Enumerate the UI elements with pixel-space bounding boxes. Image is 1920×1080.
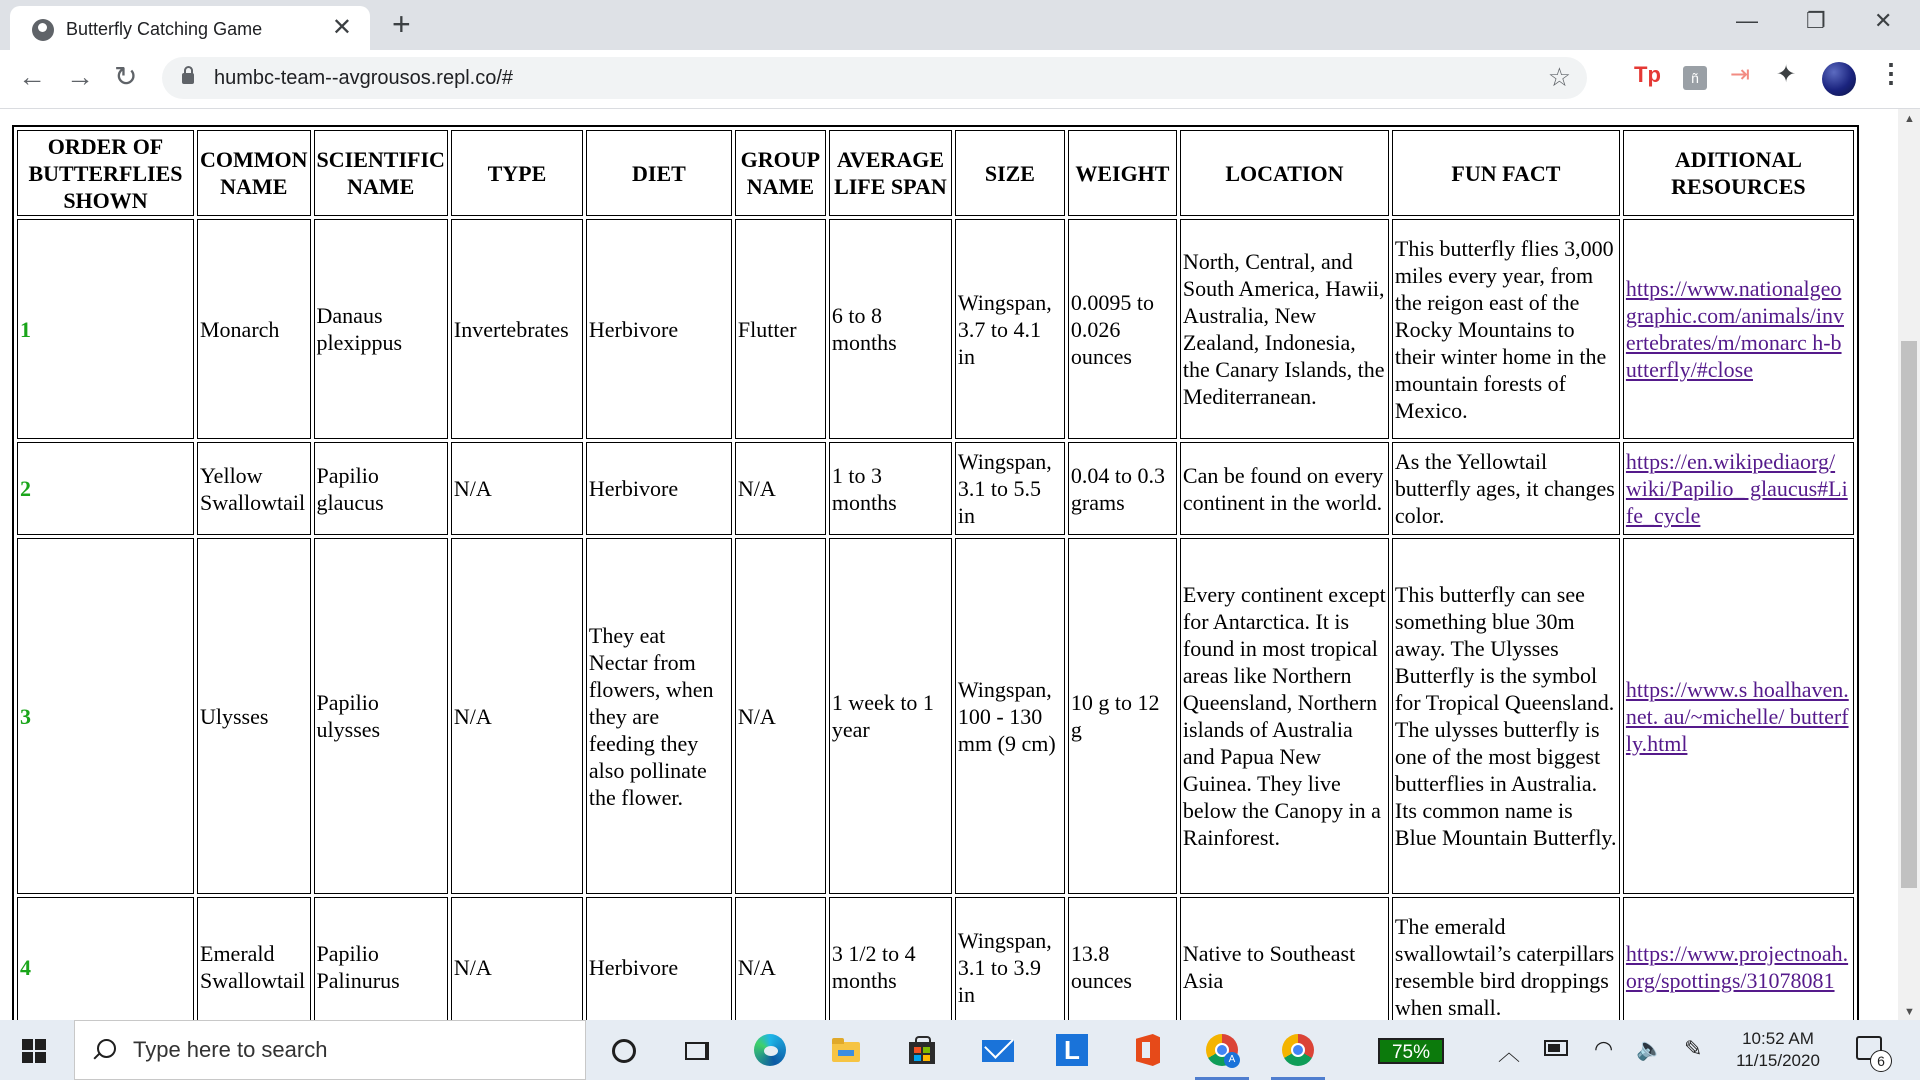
table-row (17, 442, 1854, 535)
cell-common-name: Emerald Swallowtail (197, 897, 311, 1020)
header-scientific-name: SCIENTIFIC NAME (314, 130, 448, 216)
browser-menu-icon[interactable]: ⋮ (1878, 58, 1904, 88)
header-location: LOCATION (1180, 130, 1389, 216)
forward-arrow-icon[interactable]: → (66, 61, 94, 92)
red-extension-icon[interactable]: ⇥ (1730, 61, 1751, 88)
windows-taskbar (0, 1020, 1920, 1080)
cell-location: North, Central, and South America, Hawii, Australia, New Zealand, Indonesia, the Canary Islands, the Mediterranean. (1180, 219, 1389, 439)
cell-order: 3 (17, 538, 194, 894)
cell-life-span: 3 1/2 to 4 months (829, 897, 952, 1020)
header-type: TYPE (451, 130, 583, 216)
chrome-profile-icon[interactable]: A (1206, 1034, 1238, 1066)
page-scrollbar[interactable] (1898, 109, 1920, 1020)
cell-group-name: N/A (735, 538, 826, 894)
browser-toolbar (0, 50, 1920, 109)
lock-icon[interactable] (182, 73, 194, 84)
scroll-up-arrow-icon[interactable]: ▲ (1904, 113, 1915, 125)
cell-size: Wingspan, 3.1 to 3.9 in (955, 897, 1065, 1020)
wifi-icon[interactable]: ◠ (1594, 1036, 1614, 1061)
reload-icon[interactable]: ↻ (114, 61, 138, 92)
cell-diet: Herbivore (586, 897, 732, 1020)
header-size: SIZE (955, 130, 1065, 216)
tab-close-icon[interactable]: ✕ (331, 14, 352, 41)
header-weight: WEIGHT (1068, 130, 1177, 216)
url-text[interactable]: humbc-team--avgrousos.repl.co/# (214, 67, 514, 89)
cell-order: 2 (17, 442, 194, 535)
grey-extension-icon[interactable]: ñ (1683, 66, 1707, 90)
browser-tab[interactable] (10, 6, 370, 50)
table-header-row (17, 130, 1854, 216)
header-resources: ADITIONAL RESOURCES (1623, 130, 1854, 216)
volume-icon[interactable]: 🔈 (1636, 1036, 1664, 1061)
cell-order: 1 (17, 219, 194, 439)
maximize-icon[interactable]: ❐ (1806, 8, 1826, 33)
cell-location: Every continent except for Antarctica. It is found in most tropical areas like Northern Queensland, Northern islands of Australia and Papua New Guinea. They live below the Canopy in a Rainforest. (1180, 538, 1389, 894)
header-group-name: GROUP NAME (735, 130, 826, 216)
cell-life-span: 1 to 3 months (829, 442, 952, 535)
cortana-icon[interactable] (608, 1034, 640, 1066)
cell-life-span: 6 to 8 months (829, 219, 952, 439)
resource-link[interactable]: https://www.s hoalhaven.net. au/~michelle/ butterfly.html (1625, 676, 1849, 756)
clock-time: 10:52 AM (1742, 1029, 1814, 1048)
tab-title: Butterfly Catching Game (66, 19, 263, 39)
cell-resource (1623, 219, 1854, 439)
tp-extension-icon[interactable]: Tp (1634, 62, 1661, 87)
cell-weight: 0.0095 to 0.026 ounces (1068, 219, 1177, 439)
bookmark-star-icon[interactable]: ☆ (1547, 62, 1571, 92)
cell-type: N/A (451, 897, 583, 1020)
header-life-span: AVERAGE LIFE SPAN (829, 130, 952, 216)
edge-browser-icon[interactable] (754, 1034, 786, 1066)
resource-link[interactable]: https://www.nationalgeographic.com/animals/invertebrates/m/monarc h-butterfly/#close (1625, 276, 1845, 382)
table-row (17, 538, 1854, 894)
search-icon (97, 1039, 116, 1058)
cell-location: Native to Southeast Asia (1180, 897, 1389, 1020)
battery-icon[interactable] (1544, 1040, 1568, 1056)
cell-group-name: N/A (735, 897, 826, 1020)
windows-start-icon[interactable] (22, 1039, 46, 1063)
cell-diet: Herbivore (586, 442, 732, 535)
page-viewport (0, 109, 1898, 1020)
tab-strip (0, 0, 1920, 50)
chrome-icon[interactable] (1282, 1034, 1314, 1066)
cell-common-name: Monarch (197, 219, 311, 439)
cell-fun-fact: The emerald swallowtail’s caterpillars resemble bird droppings when small. (1392, 897, 1620, 1020)
cell-size: Wingspan, 100 - 130 mm (9 cm) (955, 538, 1065, 894)
cell-diet: They eat Nectar from flowers, when they are feeding they also pollinate the flower. (586, 538, 732, 894)
cell-common-name: Ulysses (197, 538, 311, 894)
butterfly-table (12, 125, 1859, 1020)
profile-avatar[interactable] (1822, 62, 1856, 96)
cell-weight: 0.04 to 0.3 grams (1068, 442, 1177, 535)
l-app-icon[interactable]: L (1056, 1034, 1088, 1066)
cell-type: Invertebrates (451, 219, 583, 439)
cell-type: N/A (451, 538, 583, 894)
scroll-thumb[interactable] (1901, 341, 1917, 888)
office-icon[interactable] (1132, 1034, 1164, 1066)
header-diet: DIET (586, 130, 732, 216)
cell-scientific-name: Papilio Palinurus (314, 897, 448, 1020)
cell-group-name: N/A (735, 442, 826, 535)
cell-resource (1623, 442, 1854, 535)
task-view-icon[interactable] (680, 1034, 712, 1066)
cell-fun-fact: As the Yellowtail butterfly ages, it changes color. (1392, 442, 1620, 535)
cell-life-span: 1 week to 1 year (829, 538, 952, 894)
file-explorer-icon[interactable] (830, 1034, 862, 1066)
header-common-name: COMMON NAME (197, 130, 311, 216)
taskbar-clock[interactable] (1722, 1028, 1834, 1072)
cell-size: Wingspan, 3.7 to 4.1 in (955, 219, 1065, 439)
cell-resource (1623, 897, 1854, 1020)
cell-common-name: Yellow Swallowtail (197, 442, 311, 535)
cell-weight: 10 g to 12 g (1068, 538, 1177, 894)
cell-location: Can be found on every continent in the world. (1180, 442, 1389, 535)
back-arrow-icon[interactable]: ← (18, 61, 46, 92)
cell-diet: Herbivore (586, 219, 732, 439)
cell-scientific-name: Danaus plexippus (314, 219, 448, 439)
battery-percent-badge[interactable]: 75% (1378, 1038, 1444, 1064)
mail-icon[interactable] (982, 1034, 1014, 1066)
minimize-icon[interactable]: — (1736, 8, 1758, 33)
resource-link[interactable]: https://en.wikipediaorg/wiki/Papilio_ glaucus#Life_cycle (1625, 449, 1848, 528)
table-row (17, 219, 1854, 439)
window-close-icon[interactable]: ✕ (1874, 8, 1893, 33)
store-icon[interactable] (906, 1034, 938, 1066)
cell-scientific-name: Papilio glaucus (314, 442, 448, 535)
header-fun-fact: FUN FACT (1392, 130, 1620, 216)
cell-scientific-name: Papilio ulysses (314, 538, 448, 894)
pen-icon[interactable]: ✎ (1684, 1036, 1703, 1061)
new-tab-button[interactable]: + (392, 6, 411, 42)
address-bar[interactable] (162, 57, 1587, 99)
cell-resource (1623, 538, 1854, 894)
search-placeholder: Type here to search (133, 1037, 328, 1062)
cell-fun-fact: This butterfly flies 3,000 miles every year, from the reigon east of the Rocky Mountains to their winter home in the mountain forests of Mexico. (1392, 219, 1620, 439)
scroll-down-arrow-icon[interactable]: ▼ (1904, 1006, 1915, 1018)
notification-count-badge: 6 (1870, 1050, 1892, 1072)
cell-order: 4 (17, 897, 194, 1020)
taskbar-search-input[interactable] (74, 1020, 586, 1080)
chevron-up-icon[interactable]: ︿ (1498, 1040, 1521, 1065)
cell-type: N/A (451, 442, 583, 535)
cell-weight: 13.8 ounces (1068, 897, 1177, 1020)
extensions-puzzle-icon[interactable]: ✦ (1776, 61, 1797, 88)
table-row (17, 897, 1854, 1020)
cell-fun-fact: This butterfly can see something blue 30m away. The Ulysses Butterfly is the symbol for Tropical Queensland. The ulysses butterfly is one of the most biggest butterflies in Australia. Its common name is Blue Mountain Butterfly. (1392, 538, 1620, 894)
resource-link[interactable]: https://www.projectnoah.org/spottings/31078081 (1625, 941, 1849, 993)
header-order: ORDER OF BUTTERFLIES SHOWN (17, 130, 194, 216)
cell-size: Wingspan, 3.1 to 5.5 in (955, 442, 1065, 535)
cell-group-name: Flutter (735, 219, 826, 439)
clock-date: 11/15/2020 (1736, 1051, 1820, 1070)
globe-icon (32, 19, 54, 41)
